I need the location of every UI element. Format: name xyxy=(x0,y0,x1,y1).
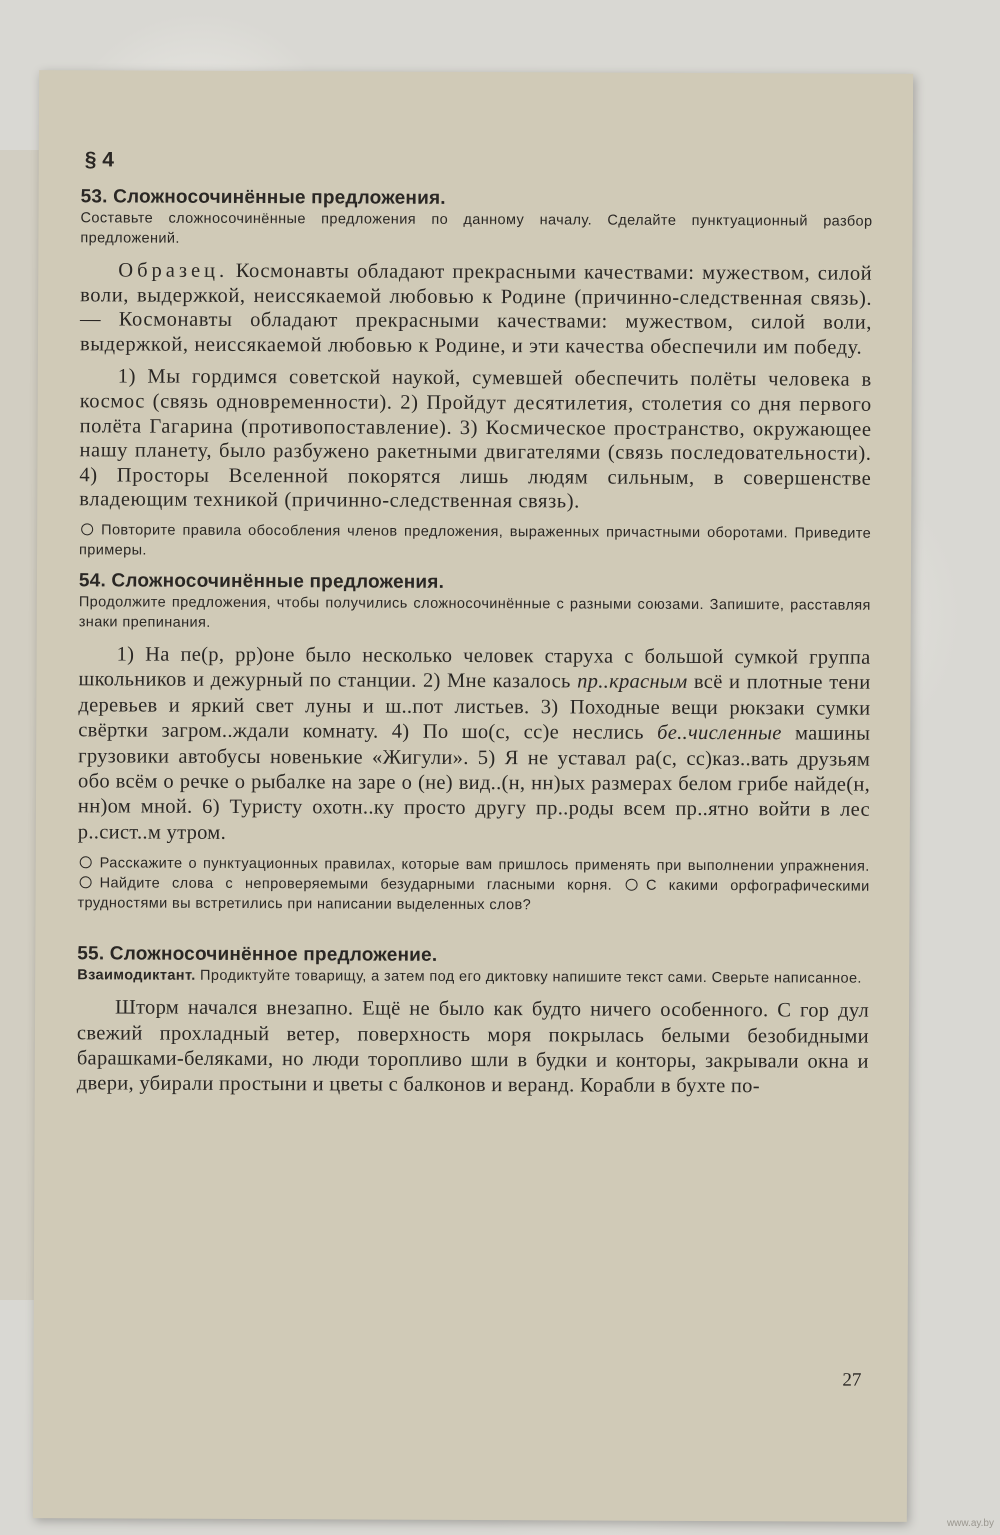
exercise-54-title: 54. Сложносочинённые предложения. xyxy=(78,570,445,593)
exercise-53-title: 53. Сложносочинённые предложения. xyxy=(80,186,446,209)
exercise-55-title: 55. Сложносочинённое предложение. xyxy=(77,943,438,967)
text-part-1: 1) На пе(р, рр)оне было несколько человек старуха с большой сумкой группа школьников и дежурный по станции. 2) Мне казалось xyxy=(78,643,871,693)
question-circle-icon xyxy=(626,879,638,891)
sample-label: Образец. xyxy=(118,259,229,282)
exercise-54-instruction: Продолжите предложения, чтобы получились сложносочинённые с разными союзами. Запишите, расставляя знаки препинания. xyxy=(78,594,871,631)
question-2: Найдите слова с непроверяемыми безударными гласными корня. xyxy=(99,875,613,894)
watermark: www.ay.by xyxy=(946,1518,994,1529)
exercise-54-text xyxy=(78,642,871,849)
section-heading: § 4 xyxy=(84,148,115,172)
exercise-53-instruction: Составьте сложносочинённые предложения по данному началу. Сделайте пунктуационный разбор предложений. xyxy=(80,210,873,247)
question-circle-icon xyxy=(81,523,93,535)
sample-text: Космонавты обладают прекрасными качествами: мужеством, силой воли, выдержкой, неиссякаемой любовью к Родине (причинно-следственная связь).— Космонавты обладают прекрасными качествами: мужеством, силой воли, выдержкой, неиссякаемой любовью к Родине, и эти качества обеспечили им победу. xyxy=(79,259,873,359)
text-part-2: всё и плотные тени деревьев и яркий свет луны и ш..пот листьев. 3) Походные вещи рюкзаки сумки свёртки загром..ждали комнату. 4) По шо(с, сс)е неслись xyxy=(78,671,871,744)
exercise-55-instruction xyxy=(77,965,869,988)
exercise-53-question xyxy=(79,520,871,563)
text-part-3: машины грузовики автобусы новенькие «Жигули». 5) Я не уставал ра(с, сс)каз..вать друзьям обо всём о речке о рыбалке на заре о (не) вид..(н, нн)ых размерах белом грибе найде(н, нн)ом мной. 6) Туристу охотн..ку просто другу пр..роды всем пр..ятно войти в лес р..сист..м утром. xyxy=(77,722,871,844)
page-number: 27 xyxy=(842,1369,862,1391)
question-3: С какими орфографическими трудностями вы встретились при написании выделенных слов? xyxy=(77,877,870,914)
exercise-54-questions xyxy=(77,853,869,916)
exercise-53-sample xyxy=(80,258,872,360)
exercise-53-tasks: 1) Мы гордимся советской наукой, сумевшей обеспечить полёты человека в космос (связь одновременности). 2) Пройдут десятилетия, столетия со дня первого полёта Гагарина (противопоставление). 3) Космическое пространство, окружающее нашу планету, было разбужено ракетными двигателями (связь последовательности). 4) Просторы Вселенной покорятся лишь людям сильным, в совершенстве владеющим техникой (причинно-следственная связь). xyxy=(79,365,872,513)
exercise-55-text: Шторм начался внезапно. Ещё не было как будто ничего особенного. С гор дул свежий прохладный ветер, поверхность моря покрылась белыми безобидными барашками-беляками, но люди торопливо шли в будки и конторы, закрывали окна и двери, убирали простыни и цветы с балконов и веранд. Корабли в бухте по- xyxy=(76,996,870,1098)
question-circle-icon xyxy=(80,856,92,868)
instruction-text: Продиктуйте товарищу, а затем под его диктовку напишите текст сами. Сверьте написанное. xyxy=(200,967,862,987)
highlighted-word-2: бе..численные xyxy=(657,721,782,745)
book-page xyxy=(33,70,913,1522)
question-text: Повторите правила обособления членов предложения, выраженных причастными оборотами. Приведите примеры. xyxy=(79,522,872,559)
page-content xyxy=(77,148,873,1108)
highlighted-word-1: пр..красным xyxy=(577,670,688,694)
instruction-label: Взаимодиктант. xyxy=(77,967,196,984)
question-1: Расскажите о пунктуационных правилах, которые вам пришлось применять при выполнении упражнения. xyxy=(99,855,870,875)
question-circle-icon xyxy=(80,876,92,888)
